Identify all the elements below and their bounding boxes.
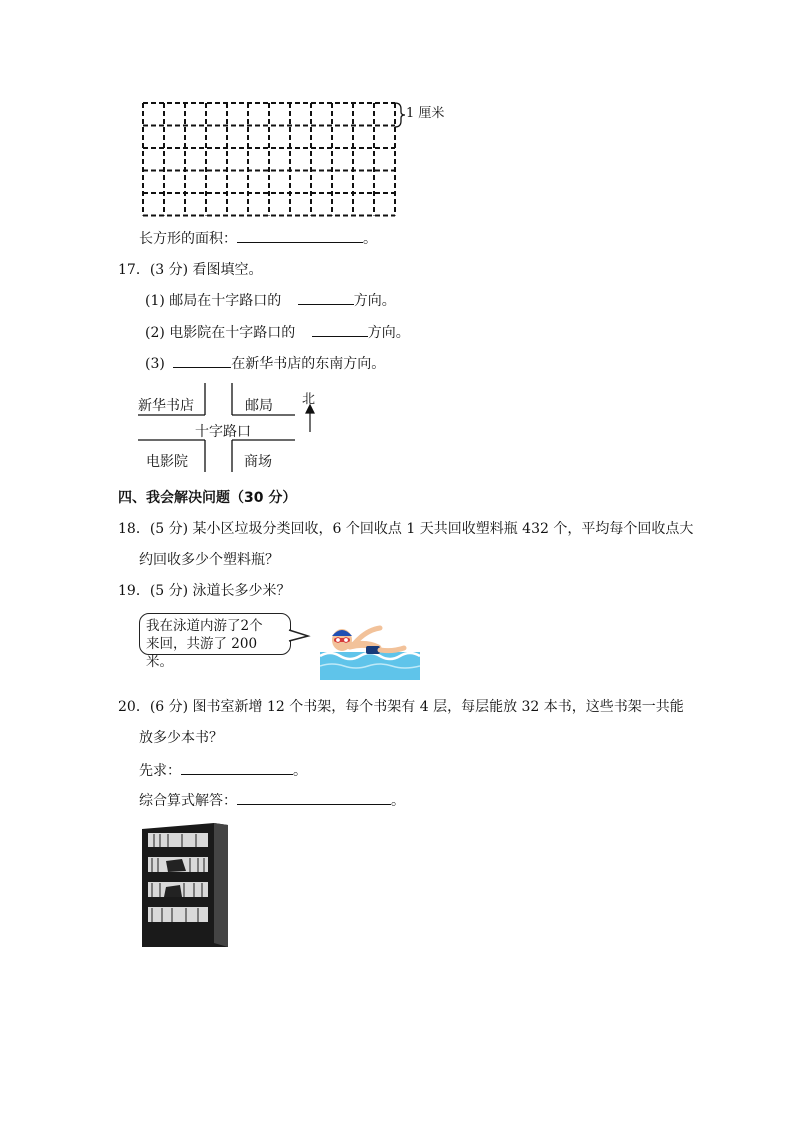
label-xinhua-bookstore: 新华书店 — [138, 398, 194, 414]
bubble-line1: 我在泳道内游了2个 — [146, 618, 263, 634]
bubble-tail-icon — [288, 628, 312, 644]
item3-blank[interactable] — [173, 353, 231, 368]
q18-line1: 18．(5 分) 某小区垃圾分类回收，6 个回收点 1 天共回收塑料瓶 432 个，平均每个回收点大 — [118, 521, 694, 537]
q20-line1: 20．(6 分) 图书室新增 12 个书架，每个书架有 4 层，每层能放 32 本书，这些书架一共能 — [118, 699, 684, 715]
formula-label: 综合算式解答： — [139, 793, 237, 809]
item2-blank[interactable] — [312, 322, 368, 337]
q17-item2 — [145, 322, 410, 343]
item1-blank[interactable] — [298, 290, 354, 305]
q17-item1 — [145, 290, 396, 311]
q17-item3 — [145, 353, 385, 374]
bookshelf-icon — [138, 821, 233, 949]
speech-bubble — [139, 613, 291, 670]
grid-lines — [143, 103, 395, 216]
unit-label: 1 厘米 — [406, 106, 445, 121]
area-label: 长方形的面积： — [139, 231, 237, 247]
label-cinema: 电影院 — [146, 454, 188, 470]
period: 。 — [363, 231, 377, 247]
label-post-office: 邮局 — [245, 398, 273, 414]
item3-suffix: 在新华书店的东南方向。 — [231, 356, 386, 372]
period: 。 — [391, 793, 405, 809]
q20-formula-line — [139, 790, 405, 811]
bubble-line2: 来回，共游了 200米。 — [146, 636, 258, 670]
q17-title: 17．(3 分) 看图填空。 — [118, 262, 263, 278]
item1-text: (1) 邮局在十字路口的 — [145, 293, 282, 309]
item1-suffix: 方向。 — [353, 293, 396, 309]
label-market: 商场 — [244, 454, 272, 470]
item2-suffix: 方向。 — [367, 325, 410, 341]
area-line — [139, 228, 377, 249]
swimmer-icon — [320, 622, 420, 680]
step-answer-blank[interactable] — [181, 760, 293, 775]
formula-answer-blank[interactable] — [237, 790, 391, 805]
area-answer-blank[interactable] — [237, 228, 363, 243]
q19-title: 19．(5 分) 泳道长多少米？ — [118, 583, 291, 599]
label-crossroad: 十字路口 — [195, 424, 251, 440]
section-heading: 四、我会解决问题（30 分） — [118, 490, 297, 506]
item2-text: (2) 电影院在十字路口的 — [145, 325, 296, 341]
q20-step-line — [139, 760, 307, 781]
q18-line2: 约回收多少个塑料瓶？ — [139, 552, 279, 568]
q20-line2: 放多少本书？ — [139, 730, 223, 746]
step-label: 先求： — [139, 763, 181, 779]
brace-icon — [395, 103, 405, 127]
item3-text: (3) — [145, 356, 165, 372]
period: 。 — [293, 763, 307, 779]
dashed-grid-figure — [141, 101, 441, 219]
north-arrow-icon — [306, 405, 314, 432]
label-north: 北 — [302, 392, 316, 407]
